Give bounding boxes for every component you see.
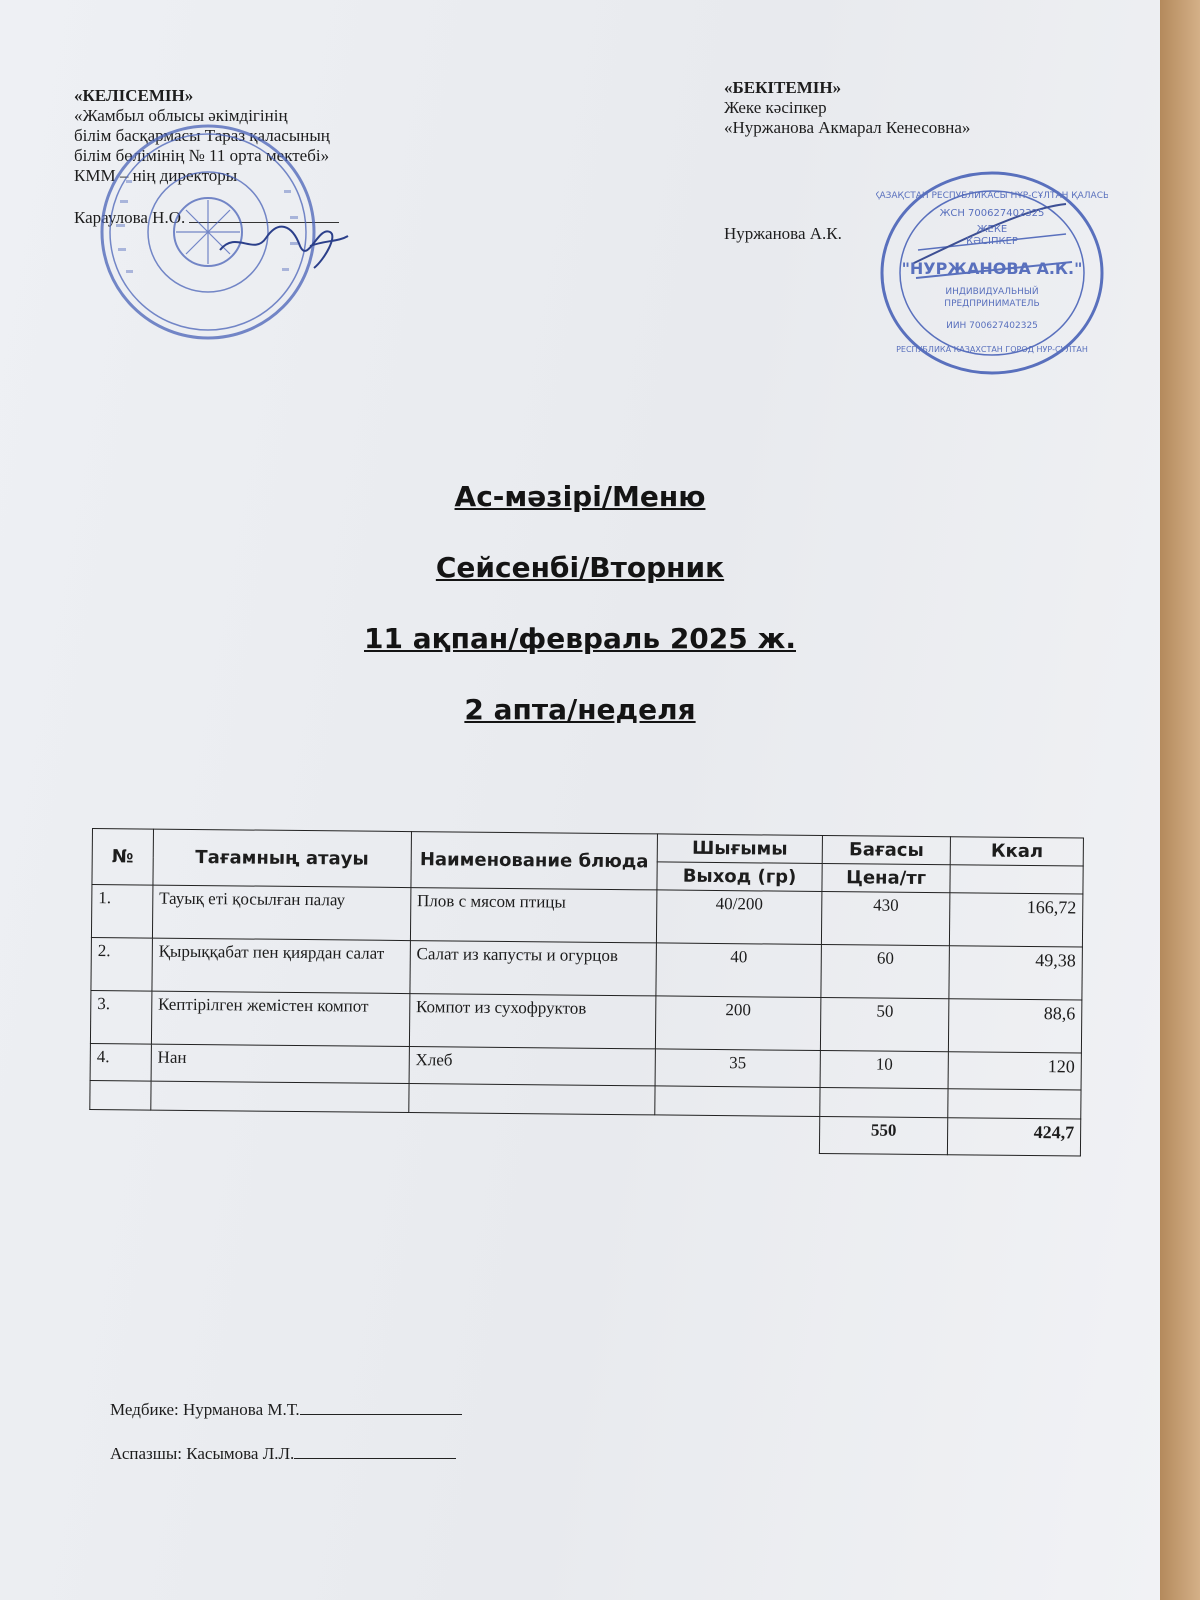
cell-name-ru: Салат из капусты и огурцов: [410, 941, 657, 996]
cell-empty: [150, 1110, 408, 1149]
nurse-label: Медбике: Нурманова М.Т.: [110, 1400, 300, 1419]
total-kcal: 424,7: [948, 1118, 1081, 1156]
signature-line: [294, 1444, 456, 1459]
menu-titles: [0, 480, 1160, 764]
stamp-center-3: ИНДИВИДУАЛЬНЫЙ: [945, 287, 1039, 297]
menu-week: 2 апта/неделя: [464, 693, 696, 726]
header-name-ru: Наименование блюда: [411, 832, 658, 890]
cell-no: 2.: [91, 937, 152, 991]
approval-left-signer: Караулова Н.О.: [74, 208, 186, 227]
cell-kcal: 120: [948, 1052, 1081, 1090]
footer-nurse: [110, 1400, 462, 1420]
cell-empty: [408, 1113, 655, 1152]
header-output-ru: Выход (гр): [657, 862, 822, 892]
cell-empty: [90, 1080, 151, 1110]
cell-empty: [151, 1081, 409, 1112]
approval-right-line: «Нуржанова Акмарал Кенесовна»: [724, 118, 971, 137]
header-name-kz: Тағамның атауы: [153, 829, 411, 887]
cell-name-ru: Хлеб: [409, 1047, 656, 1086]
cell-name-kz: Қырыққабат пен қиярдан салат: [152, 938, 410, 993]
header-price-kz: Бағасы: [822, 836, 951, 865]
menu-table: [89, 828, 1084, 1157]
approval-left-line: КММ – нің директоры: [74, 166, 238, 185]
table-surface: [1160, 0, 1200, 1600]
cook-label: Аспазшы: Касымова Л.Л.: [110, 1444, 295, 1463]
cell-name-ru: Компот из сухофруктов: [409, 994, 656, 1049]
cell-empty: [89, 1109, 150, 1147]
stamp-ring-top: ҚАЗАҚСТАН РЕСПУБЛИКАСЫ НҰР-СҰЛТАН ҚАЛАСЫ: [876, 191, 1108, 201]
stamp-jsn: ЖСН 700627402325: [939, 208, 1045, 219]
header-kcal: Ккал: [951, 837, 1084, 866]
cell-price: 50: [820, 998, 949, 1052]
approval-right-signer: Нуржанова А.К.: [724, 224, 842, 243]
stamp-name: "НУРЖАНОВА А.К.": [901, 259, 1083, 278]
cell-output: 40: [656, 943, 821, 998]
cell-output: 40/200: [657, 890, 822, 945]
entrepreneur-seal-stamp: [876, 168, 1108, 378]
cell-price: 10: [820, 1050, 949, 1088]
cell-no: 3.: [90, 990, 151, 1044]
approval-left-line: білім басқармасы Тараз қаласының: [74, 126, 330, 145]
stamp-ring-bottom: РЕСПУБЛИКА КАЗАХСТАН ГОРОД НУР-СУЛТАН: [896, 345, 1088, 354]
approval-left-line: білім бөлімінің № 11 орта мектебі»: [74, 146, 330, 165]
cell-output: 35: [655, 1049, 820, 1088]
cell-output: 200: [656, 996, 821, 1051]
table-row: [91, 885, 1082, 948]
total-price: 550: [819, 1116, 948, 1154]
cell-no: 1.: [91, 885, 152, 939]
menu-title: Ас-мәзірі/Меню: [454, 480, 706, 513]
approval-left-head: «КЕЛІСЕМІН»: [74, 86, 194, 105]
stamp-center-2: КӘСІПКЕР: [966, 236, 1018, 247]
cell-price: 60: [821, 945, 950, 999]
header-price-ru: Цена/тг: [822, 864, 951, 893]
cell-empty: [655, 1086, 820, 1117]
cell-kcal: 166,72: [950, 893, 1083, 947]
cell-kcal: 88,6: [949, 999, 1082, 1053]
approval-left-line: «Жамбыл облысы әкімдігінің: [74, 106, 288, 125]
cell-empty: [409, 1084, 656, 1115]
approval-right-head: «БЕКІТЕМІН»: [724, 78, 842, 97]
menu-date: 11 ақпан/февраль 2025 ж.: [364, 622, 796, 655]
cell-empty: [655, 1115, 820, 1154]
stamp-center-4: ПРЕДПРИНИМАТЕЛЬ: [944, 299, 1040, 309]
stamp-center-1: ЖЕКЕ: [976, 224, 1008, 235]
header-no: №: [92, 829, 153, 886]
handwritten-signature-left: [214, 216, 354, 272]
cell-kcal: 49,38: [949, 946, 1082, 1000]
signature-line: [300, 1400, 462, 1415]
cell-no: 4.: [90, 1043, 151, 1081]
header-output-kz: Шығымы: [657, 834, 822, 864]
cell-name-kz: Нан: [151, 1044, 409, 1083]
footer-cook: [110, 1444, 456, 1464]
cell-name-kz: Тауық еті қосылған палау: [152, 885, 410, 940]
cell-name-ru: Плов с мясом птицы: [410, 888, 657, 943]
header-kcal-empty: [950, 865, 1083, 894]
cell-price: 430: [821, 892, 950, 946]
cell-name-kz: Кептірілген жемістен компот: [151, 991, 409, 1046]
stamp-iin: ИИН 700627402325: [946, 321, 1038, 331]
menu-day: Сейсенбі/Вторник: [435, 551, 725, 584]
table-row: [90, 990, 1081, 1053]
cell-empty: [820, 1087, 949, 1117]
table-row: [91, 937, 1082, 1000]
cell-empty: [948, 1089, 1081, 1119]
approval-right-line: Жеке кәсіпкер: [724, 98, 827, 117]
